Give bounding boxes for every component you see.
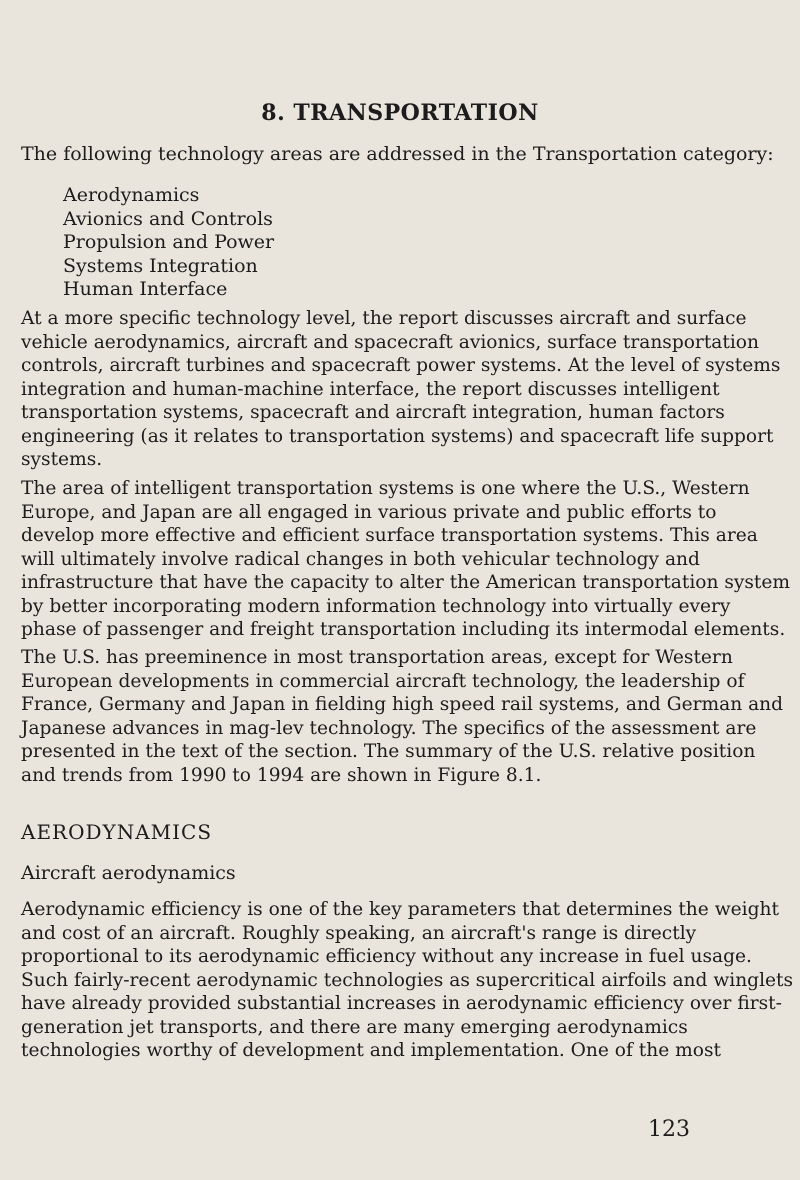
text-line: controls, aircraft turbines and spacecraft power systems. At the level of systems <box>21 355 781 376</box>
subsection-heading: Aircraft aerodynamics <box>21 862 236 884</box>
topic-item: Avionics and Controls <box>63 207 273 230</box>
text-line: develop more effective and efficient surface transportation systems. This area <box>21 525 758 546</box>
text-line: systems. <box>21 449 103 470</box>
text-line: presented in the text of the section. The summary of the U.S. relative position <box>21 741 756 762</box>
paragraph-us-preeminence <box>21 646 791 787</box>
topic-item: Systems Integration <box>63 254 258 277</box>
chapter-title: 8. TRANSPORTATION <box>261 100 539 126</box>
section-heading: AERODYNAMICS <box>21 820 213 844</box>
paragraph-aerodynamic-efficiency <box>21 898 794 1063</box>
page-number: 123 <box>648 1117 690 1142</box>
text-line: by better incorporating modern information technology into virtually every <box>21 595 731 617</box>
topic-item: Human Interface <box>63 278 228 300</box>
text-line: Aerodynamic efficiency is one of the key parameters that determines the weight <box>21 899 779 920</box>
text-line: Such fairly-recent aerodynamic technologies as supercritical airfoils and winglets <box>21 969 794 991</box>
text-line: At a more specific technology level, the report discusses aircraft and surface <box>21 308 747 329</box>
text-line: The U.S. has preeminence in most transportation areas, except for Western <box>21 647 733 668</box>
intro-sentence: The following technology areas are addressed in the Transportation category: <box>21 143 774 165</box>
text-line: generation jet transports, and there are many emerging aerodynamics <box>21 1016 688 1038</box>
text-line: proportional to its aerodynamic efficiency without any increase in fuel usage. <box>21 946 752 967</box>
paragraph-intelligent-transportation <box>21 477 791 642</box>
text-line: Japanese advances in mag-lev technology. The specifics of the assessment are <box>21 717 757 739</box>
paragraph-specific-technology <box>21 307 791 472</box>
text-line: and trends from 1990 to 1994 are shown in Figure 8.1. <box>21 764 542 786</box>
text-line: phase of passenger and freight transportation including its intermodal elements. <box>21 619 786 640</box>
text-line: infrastructure that have the capacity to alter the American transportation system <box>21 572 791 593</box>
text-line: will ultimately involve radical changes in both vehicular technology and <box>21 548 700 570</box>
text-line: Europe, and Japan are all engaged in various private and public efforts to <box>21 501 717 523</box>
text-line: vehicle aerodynamics, aircraft and spacecraft avionics, surface transportation <box>21 331 759 353</box>
text-line: have already provided substantial increases in aerodynamic efficiency over first- <box>21 993 782 1014</box>
text-line: and cost of an aircraft. Roughly speaking, an aircraft's range is directly <box>21 922 697 944</box>
text-line: integration and human-machine interface, the report discusses intelligent <box>21 378 720 400</box>
text-line: European developments in commercial aircraft technology, the leadership of <box>21 670 745 692</box>
text-line: transportation systems, spacecraft and aircraft integration, human factors <box>21 402 725 423</box>
topic-item: Aerodynamics <box>63 184 200 206</box>
text-line: technologies worthy of development and implementation. One of the most <box>21 1040 721 1061</box>
topic-item: Propulsion and Power <box>63 231 275 253</box>
topic-list <box>63 184 274 302</box>
text-line: France, Germany and Japan in fielding high speed rail systems, and German and <box>21 694 784 715</box>
text-line: engineering (as it relates to transportation systems) and spacecraft life support <box>21 425 774 447</box>
text-line: The area of intelligent transportation systems is one where the U.S., Western <box>21 478 750 499</box>
